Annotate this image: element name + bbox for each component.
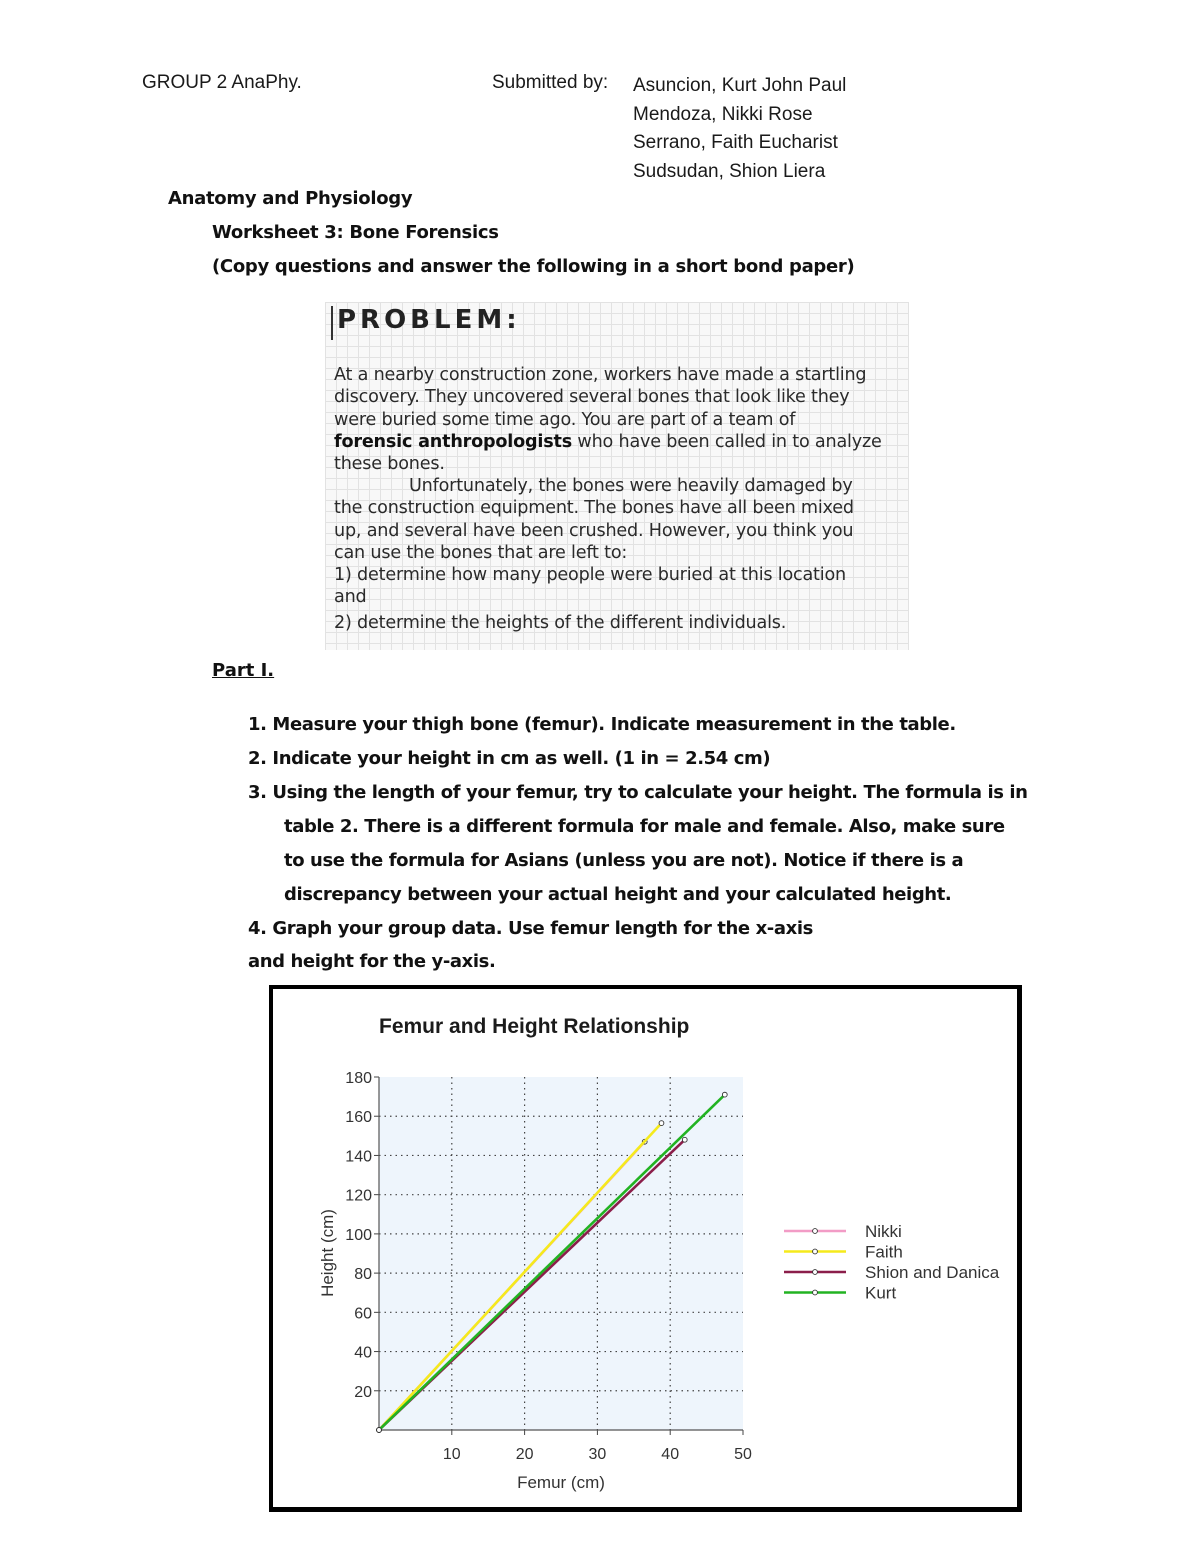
step-line: 3. Using the length of your femur, try to calculate your height. The formula is in [248,782,1028,803]
worksheet-title: Worksheet 3: Bone Forensics [212,222,499,243]
problem-line-rest: who have been called in to analyze [572,431,882,452]
femur-height-chart [273,989,1017,1507]
step-line: 4. Graph your group data. Use femur length for the x-axis [248,918,813,939]
x-tick-label: 10 [442,1446,461,1463]
data-point [377,1428,382,1433]
author-name: Sudsudan, Shion Liera [633,160,826,182]
legend-marker [813,1290,818,1295]
legend-label: Nikki [865,1222,902,1241]
y-tick-label: 100 [345,1226,372,1244]
problem-heading-bar [331,306,333,340]
step-line: table 2. There is a different formula for male and female. Also, make sure [284,816,1005,837]
problem-line [334,431,900,453]
submitted-by-label: Submitted by: [492,72,609,93]
problem-line: At a nearby construction zone, workers have made a startling [334,365,867,385]
author-name: Asuncion, Kurt John Paul [633,75,847,96]
problem-line: 2) determine the heights of the different individuals. [334,612,787,633]
problem-line: and [334,587,367,608]
author-name: Serrano, Faith Eucharist [633,132,838,153]
y-tick-label: 120 [345,1187,372,1205]
legend [784,1222,1000,1303]
step-line: to use the formula for Asians (unless you are not). Notice if there is a [284,850,964,871]
legend-label: Faith [865,1242,903,1262]
legend-marker [813,1249,818,1254]
problem-paragraph-2 [334,475,900,634]
step-line: discrepancy between your actual height and your calculated height. [284,884,952,905]
problem-line: 1) determine how many people were buried at this location [334,565,846,586]
problem-heading: PROBLEM: [337,305,521,335]
y-tick-label: 20 [354,1383,372,1401]
x-tick-label: 20 [515,1446,534,1463]
x-tick-label: 30 [588,1446,607,1463]
author-name: Mendoza, Nikki Rose [633,103,813,125]
y-tick-label: 60 [354,1305,372,1323]
y-tick-label: 40 [354,1344,372,1362]
data-point [682,1137,687,1142]
chart-frame [269,985,1022,1512]
problem-line: these bones. [334,454,445,475]
y-tick-label: 80 [354,1266,372,1284]
legend-marker [813,1229,818,1234]
data-point [659,1121,664,1126]
author-list [633,72,846,186]
subject-title: Anatomy and Physiology [168,188,413,209]
legend-marker [813,1270,818,1275]
group-label: GROUP 2 AnaPhy. [142,72,302,93]
legend-label: Kurt [865,1283,897,1303]
step-line: 2. Indicate your height in cm as well. (1 in = 2.54 cm) [248,748,771,769]
problem-line: were buried some time ago. You are part of a team of [334,409,796,430]
problem-line: up, and several have been crushed. However, you think you [334,520,854,541]
problem-line: the construction equipment. The bones have all been mixed [334,498,854,519]
problem-line: discovery. They uncovered several bones that look like they [334,387,850,408]
part-heading: Part I. [212,660,275,681]
y-tick-label: 180 [345,1070,372,1087]
y-axis-label: Height (cm) [318,1209,337,1297]
x-axis-label: Femur (cm) [517,1473,605,1492]
data-point [722,1092,727,1097]
y-tick-label: 140 [345,1148,372,1166]
instruction-text: (Copy questions and answer the following in a short bond paper) [212,256,855,277]
legend-label: Shion and Danica [865,1263,1000,1282]
problem-bold-term: forensic anthropologists [334,431,573,452]
step-line: and height for the y-axis. [248,951,496,972]
x-tick-label: 40 [661,1446,680,1463]
y-tick-label: 160 [345,1109,372,1127]
problem-line: can use the bones that are left to: [334,542,628,563]
chart-title: Femur and Height Relationship [379,1015,690,1038]
problem-paragraph-1 [334,364,900,475]
x-tick-label: 50 [734,1446,752,1463]
step-line: 1. Measure your thigh bone (femur). Indicate measurement in the table. [248,714,956,735]
problem-line: Unfortunately, the bones were heavily damaged by [409,476,853,496]
